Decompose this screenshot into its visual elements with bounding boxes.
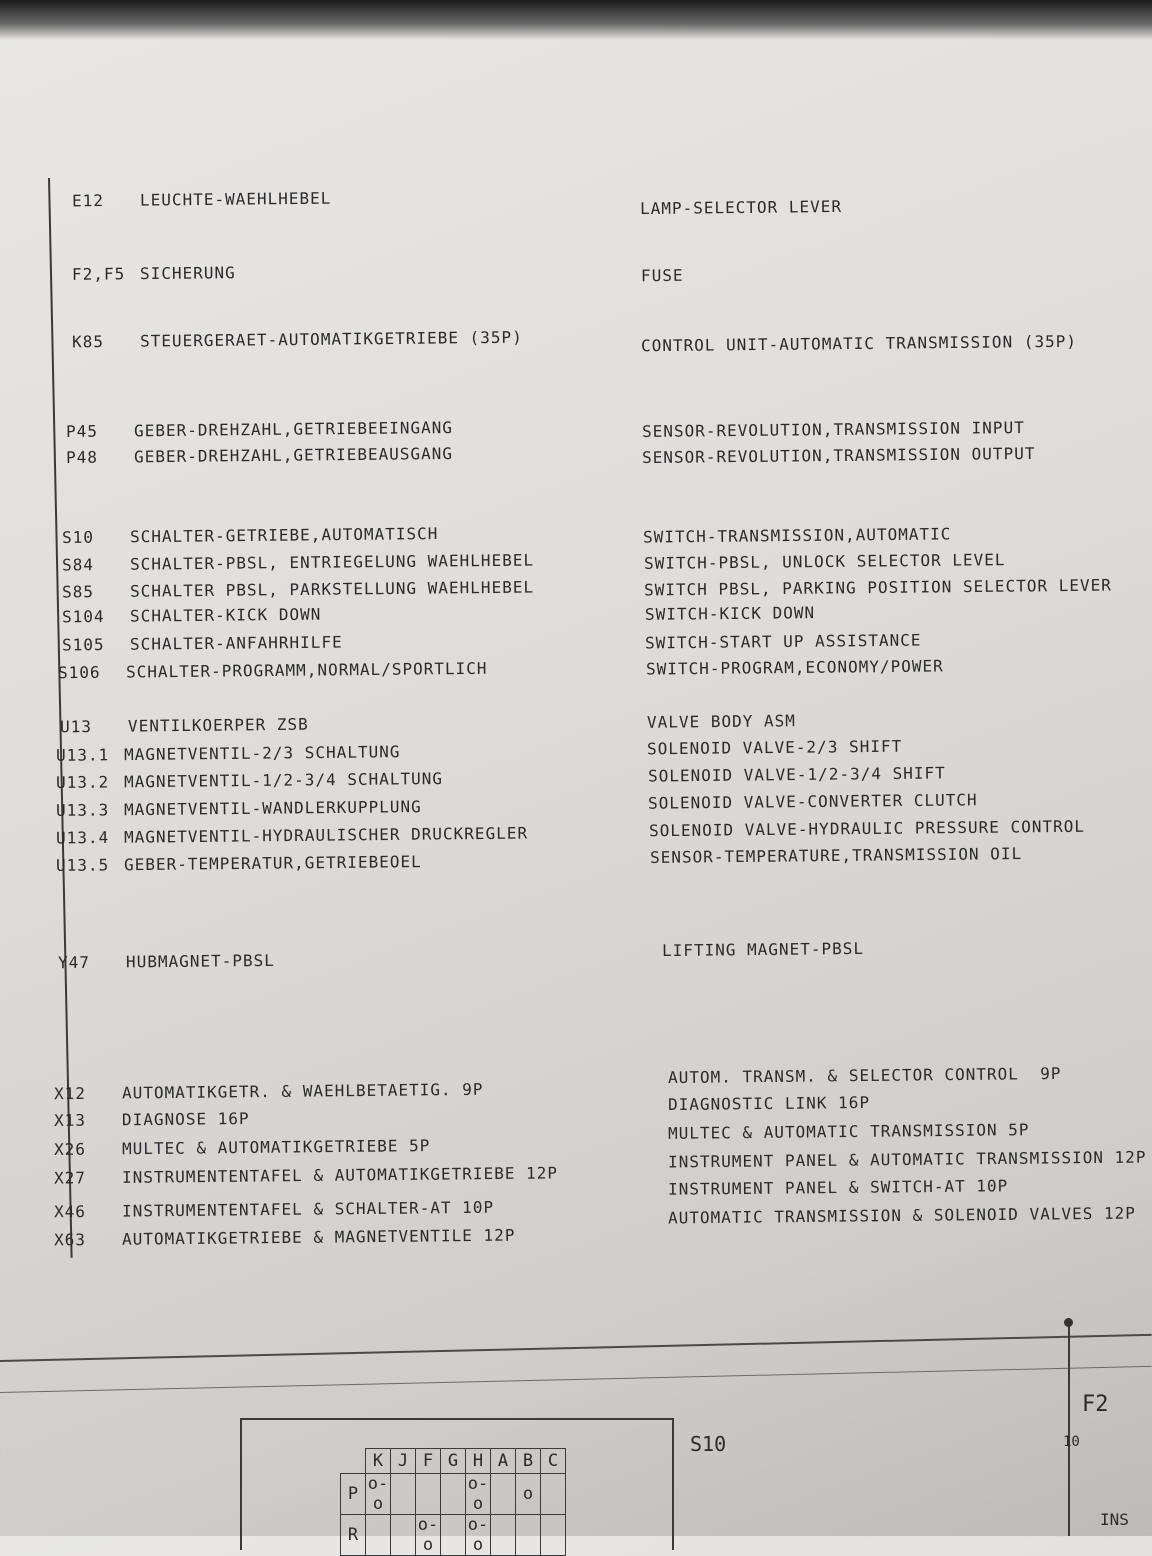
connector-pin-table: [340, 1448, 566, 1556]
diagram-label-s10: S10: [690, 1432, 727, 1456]
legend-row: [56, 824, 528, 848]
english-description: SWITCH-PBSL, UNLOCK SELECTOR LEVEL: [643, 550, 1006, 573]
junction-dot: [1064, 1318, 1073, 1327]
english-description: SENSOR-REVOLUTION,TRANSMISSION OUTPUT: [642, 443, 1036, 468]
connector-header-row: [341, 1449, 566, 1474]
fuse-rating: 10: [1063, 1434, 1080, 1450]
component-code: U13.4: [55, 827, 110, 848]
switch-symbol: o-o: [416, 1515, 441, 1556]
pin-header-cell: J: [391, 1449, 416, 1474]
english-description: LIFTING MAGNET-PBSL: [661, 938, 865, 961]
german-description: MAGNETVENTIL-WANDLERKUPPLUNG: [123, 797, 422, 820]
component-code: S105: [61, 635, 105, 655]
german-description: SICHERUNG: [139, 263, 236, 284]
pin-header-cell: A: [491, 1449, 516, 1474]
pin-header-cell: G: [441, 1449, 466, 1474]
component-code: Y47: [57, 952, 91, 973]
english-description: SOLENOID VALVE-HYDRAULIC PRESSURE CONTROL: [648, 816, 1086, 841]
german-description: INSTRUMENTENTAFEL & SCHALTER-AT 10P: [121, 1197, 495, 1221]
english-description: AUTOMATIC TRANSMISSION & SOLENOID VALVES 12P: [667, 1203, 1136, 1228]
component-code: U13.5: [55, 855, 110, 875]
english-description: INSTRUMENT PANEL & SWITCH-AT 10P: [667, 1176, 1009, 1199]
header-spacer: [341, 1449, 366, 1474]
german-description: INSTRUMENTENTAFEL & AUTOMATIKGETRIEBE 12P: [121, 1163, 559, 1187]
english-description: SWITCH-KICK DOWN: [644, 603, 816, 624]
english-description: LAMP-SELECTOR LEVER: [639, 196, 843, 219]
pin-header-cell: H: [466, 1449, 491, 1474]
legend-row: [62, 578, 534, 602]
component-code: X13: [53, 1110, 87, 1131]
legend-row: [66, 418, 453, 441]
legend-row: [62, 524, 439, 547]
legend-row: [72, 328, 523, 352]
english-description: VALVE BODY ASM: [646, 711, 796, 732]
english-description: SENSOR-TEMPERATURE,TRANSMISSION OIL: [649, 844, 1022, 867]
german-description: VENTILKOERPER ZSB: [127, 714, 309, 736]
german-description: SCHALTER-KICK DOWN: [129, 604, 322, 626]
wire-line: [1068, 1318, 1070, 1536]
legend-row: [62, 551, 534, 575]
german-description: GEBER-TEMPERATUR,GETRIEBEOEL: [123, 852, 422, 875]
legend-row: [72, 263, 236, 284]
pin-header-cell: K: [366, 1449, 391, 1474]
german-description: MULTEC & AUTOMATIKGETRIEBE 5P: [121, 1136, 431, 1159]
english-description: SENSOR-REVOLUTION,TRANSMISSION INPUT: [641, 417, 1025, 442]
legend-row: [72, 189, 332, 211]
diagram-label-ins: INS: [1100, 1510, 1129, 1529]
english-description: INSTRUMENT PANEL & AUTOMATIC TRANSMISSION 12P: [667, 1147, 1147, 1172]
english-description: SWITCH PBSL, PARKING POSITION SELECTOR LEVER: [644, 575, 1113, 600]
component-code: X27: [53, 1168, 87, 1188]
legend-row: [62, 633, 343, 655]
german-description: SCHALTER PBSL, PARKSTELLUNG WAEHLHEBEL: [129, 577, 535, 601]
english-description: FUSE: [640, 265, 684, 286]
german-description: STEUERGERAET-AUTOMATIKGETRIEBE (35P): [139, 327, 523, 351]
legend-row: [54, 1226, 516, 1250]
german-description: MAGNETVENTIL-1/2-3/4 SCHALTUNG: [123, 768, 444, 792]
component-code: X26: [53, 1139, 87, 1159]
divider-line-thin: [0, 1366, 1152, 1393]
english-description: SWITCH-TRANSMISSION,AUTOMATIC: [642, 524, 952, 547]
component-code: E12: [71, 191, 105, 211]
german-description: SCHALTER-PBSL, ENTRIEGELUNG WAEHLHEBEL: [129, 550, 535, 574]
component-code: S85: [61, 582, 95, 602]
legend-row: [54, 1109, 250, 1130]
legend-row: [56, 769, 443, 792]
component-code: S84: [61, 555, 95, 575]
component-code: F2,F5: [71, 264, 126, 284]
german-description: MAGNETVENTIL-2/3 SCHALTUNG: [123, 742, 401, 765]
legend-row: [58, 951, 275, 972]
german-description: GEBER-DREHZAHL,GETRIEBEEINGANG: [133, 417, 454, 441]
english-description: SOLENOID VALVE-2/3 SHIFT: [647, 736, 903, 759]
english-description: MULTEC & AUTOMATIC TRANSMISSION 5P: [667, 1120, 1030, 1143]
english-description: SOLENOID VALVE-CONVERTER CLUTCH: [648, 790, 979, 813]
component-code: K85: [71, 332, 105, 352]
legend-row: [54, 1136, 431, 1159]
component-code: S106: [57, 662, 101, 683]
pin-header-cell: C: [541, 1449, 566, 1474]
german-description: SCHALTER-GETRIEBE,AUTOMATISCH: [129, 524, 439, 547]
pin-header-cell: B: [516, 1449, 541, 1474]
legend-row: [58, 659, 488, 682]
legend-row: [54, 1198, 494, 1222]
german-description: SCHALTER-ANFAHRHILFE: [129, 632, 343, 654]
component-code: X46: [53, 1201, 87, 1222]
component-code: U13: [59, 716, 93, 737]
legend-row: [56, 852, 422, 875]
german-description: LEUCHTE-WAEHLHEBEL: [139, 188, 332, 210]
english-description: SOLENOID VALVE-1/2-3/4 SHIFT: [647, 763, 946, 786]
german-description: HUBMAGNET-PBSL: [125, 950, 275, 972]
component-code: U13.2: [55, 772, 110, 793]
german-description: SCHALTER-PROGRAMM,NORMAL/SPORTLICH: [125, 658, 488, 682]
english-description: AUTOM. TRANSM. & SELECTOR CONTROL 9P: [667, 1063, 1062, 1088]
english-description: DIAGNOSTIC LINK 16P: [667, 1092, 871, 1115]
legend-row: [54, 1080, 484, 1103]
legend-row: [62, 605, 322, 627]
component-code: S104: [61, 606, 105, 627]
photo-shadow: [0, 0, 1152, 40]
component-code: X12: [53, 1083, 87, 1104]
divider-line: [0, 1334, 1152, 1362]
german-description: DIAGNOSE 16P: [121, 1108, 250, 1130]
switch-symbol: o-o: [466, 1515, 491, 1556]
component-code: S10: [61, 527, 95, 547]
german-description: AUTOMATIKGETR. & WAEHLBETAETIG. 9P: [121, 1079, 484, 1103]
german-description: MAGNETVENTIL-HYDRAULISCHER DRUCKREGLER: [123, 823, 529, 847]
connector-row-p: [341, 1474, 566, 1515]
row-label-p: P: [341, 1474, 366, 1515]
switch-symbol: o: [516, 1474, 541, 1515]
legend-row: [56, 742, 401, 765]
connector-row-r: [341, 1515, 566, 1556]
component-code: P45: [65, 421, 99, 442]
switch-symbol: o-o: [366, 1474, 391, 1515]
german-description: AUTOMATIKGETRIEBE & MAGNETVENTILE 12P: [121, 1225, 516, 1249]
legend-row: [56, 797, 422, 820]
component-code: U13.1: [55, 745, 110, 765]
german-description: GEBER-DREHZAHL,GETRIEBEAUSGANG: [133, 443, 454, 467]
pin-header-cell: F: [416, 1449, 441, 1474]
legend-row: [60, 715, 309, 737]
english-description: CONTROL UNIT-AUTOMATIC TRANSMISSION (35P): [641, 331, 1078, 356]
diagram-label-f2: F2: [1082, 1392, 1109, 1417]
legend-row: [54, 1163, 558, 1187]
component-code: X63: [53, 1230, 87, 1250]
switch-symbol: o-o: [466, 1474, 491, 1515]
component-code: U13.3: [55, 800, 110, 820]
component-code: P48: [65, 447, 99, 468]
row-label-r: R: [341, 1515, 366, 1556]
english-description: SWITCH-PROGRAM,ECONOMY/POWER: [645, 656, 944, 679]
legend-row: [66, 444, 453, 467]
english-description: SWITCH-START UP ASSISTANCE: [645, 630, 922, 653]
